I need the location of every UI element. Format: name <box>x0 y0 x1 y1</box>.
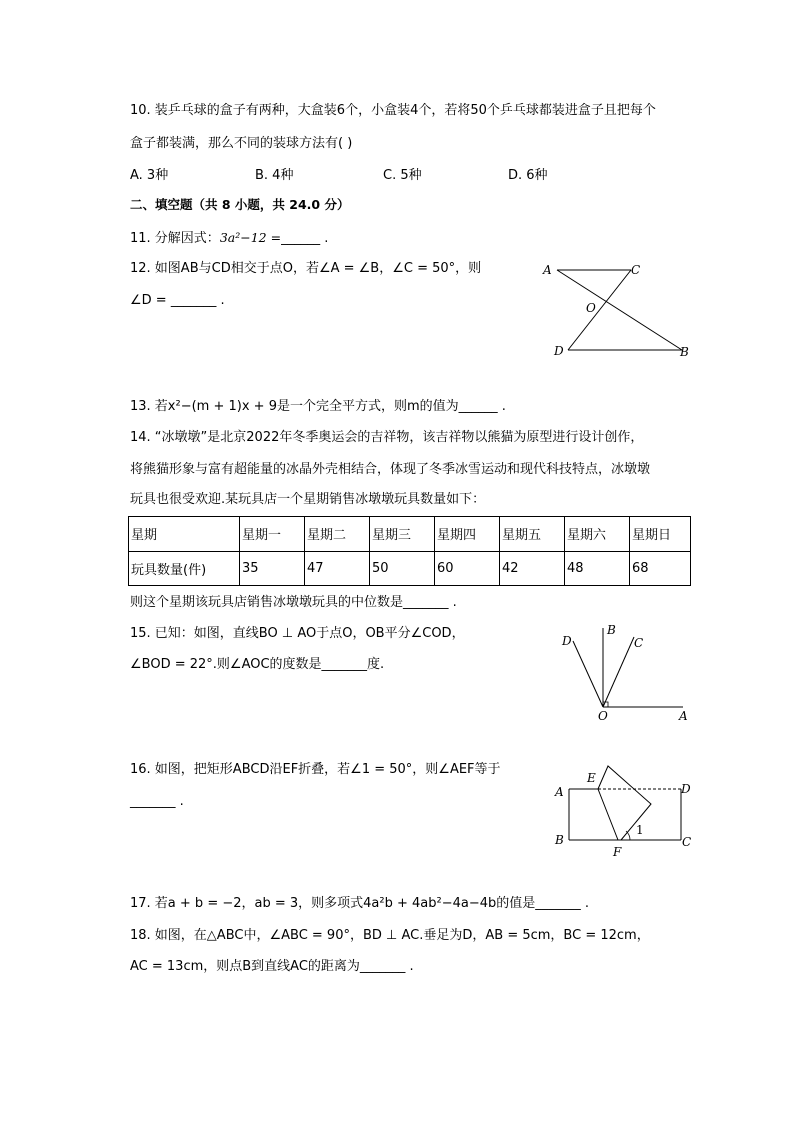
q14-line1: 14. “冰墩墩”是北京2022年冬季奥运会的吉祥物，该吉祥物以熊猫为原型进行设计创作， <box>130 430 644 445</box>
table-header-cell: 星期五 <box>500 517 565 552</box>
table-cell: 35 <box>240 551 305 586</box>
label-c: C <box>631 263 641 277</box>
q12-line2: ∠D = _______ . <box>130 293 225 308</box>
table-cell: 42 <box>500 551 565 586</box>
table-cell: 玩具数量(件) <box>129 551 240 586</box>
q18-line1: 18. 如图，在△ABC中，∠ABC = 90°，BD ⊥ AC.垂足为D，AB = 5cm，BC = 12cm， <box>130 928 650 943</box>
label-b: B <box>555 833 564 847</box>
q15-line2: ∠BOD = 22°.则∠AOC的度数是_______度. <box>130 657 385 672</box>
table-header-cell: 星期三 <box>370 517 435 552</box>
fold-line-ef <box>598 789 618 840</box>
q11 <box>130 229 328 248</box>
table-cell: 68 <box>630 551 691 586</box>
table-header-row <box>129 517 691 552</box>
label-o: O <box>586 301 596 315</box>
table-cell: 47 <box>305 551 370 586</box>
label-d: D <box>554 344 564 358</box>
label-b: B <box>680 345 689 359</box>
figure-q15 <box>555 620 695 725</box>
table-cell: 48 <box>565 551 630 586</box>
table-header-cell: 星期二 <box>305 517 370 552</box>
q13: 13. 若x²−(m + 1)x + 9是一个完全平方式，则m的值为______ . <box>130 399 506 414</box>
label-c: C <box>634 636 644 650</box>
q12-line1: 12. 如图AB与CD相交于点O，若∠A = ∠B，∠C = 50°，则 <box>130 261 482 276</box>
table-header-cell: 星期日 <box>630 517 691 552</box>
q17: 17. 若a + b = −2，ab = 3，则多项式4a²b + 4ab²−4a−4b的值是_______ . <box>130 896 590 911</box>
label-o: O <box>598 709 608 723</box>
q11-blank: ______ . <box>281 231 329 246</box>
q10-option-c: C. 5种 <box>383 168 422 183</box>
label-f: F <box>613 845 622 859</box>
ray-od <box>573 641 603 707</box>
ray-oc <box>603 637 634 707</box>
figure-q16 <box>550 760 700 865</box>
label-c: C <box>682 835 692 849</box>
q14-question: 则这个星期该玩具店销售冰墩墩玩具的中位数是_______ . <box>130 595 457 610</box>
label-d: D <box>562 634 572 648</box>
label-a: A <box>543 263 552 277</box>
segment-ab <box>557 270 682 350</box>
sales-table <box>128 516 691 586</box>
table-header-cell: 星期 <box>129 517 240 552</box>
q18-line2: AC = 13cm，则点B到直线AC的距离为_______ . <box>130 959 414 974</box>
q10-line2: 盒子都装满，那么不同的装球方法有( ) <box>130 136 353 151</box>
q16-line2: _______ . <box>130 794 184 809</box>
table-row <box>129 551 691 586</box>
label-a: A <box>555 785 564 799</box>
q10-option-a: A. 3种 <box>130 168 169 183</box>
table-cell: 60 <box>435 551 500 586</box>
q14-line2: 将熊猫形象与富有超能量的冰晶外壳相结合，体现了冬季冰雪运动和现代科技特点，冰墩墩 <box>130 462 651 477</box>
table-header-cell: 星期六 <box>565 517 630 552</box>
q14-line3: 玩具也很受欢迎.某玩具店一个星期销售冰墩墩玩具数量如下： <box>130 492 486 507</box>
q10-option-b: B. 4种 <box>255 168 294 183</box>
q10-line1: 10. 装乒乓球的盒子有两种，大盒装6个，小盒装4个，若将50个乒乓球都装进盒子且把每个 <box>130 103 656 118</box>
label-a: A <box>679 709 688 723</box>
label-d: D <box>681 782 691 796</box>
q10-option-d: D. 6种 <box>508 168 548 183</box>
label-b: B <box>607 623 616 637</box>
table-header-cell: 星期一 <box>240 517 305 552</box>
q11-math: 3a²−12 = <box>219 230 282 245</box>
table-cell: 50 <box>370 551 435 586</box>
segment-cd <box>568 270 631 350</box>
label-angle-1: 1 <box>636 823 644 837</box>
q15-line1: 15. 已知：如图，直线BO ⊥ AO于点O，OB平分∠COD， <box>130 626 465 641</box>
table-header-cell: 星期四 <box>435 517 500 552</box>
section-fill-in-heading: 二、填空题（共 8 小题，共 24.0 分） <box>130 197 350 212</box>
q16-line1: 16. 如图，把矩形ABCD沿EF折叠，若∠1 = 50°，则∠AEF等于 <box>130 762 501 777</box>
figure-q12 <box>540 260 700 360</box>
q11-text: 11. 分解因式： <box>130 231 220 246</box>
label-e: E <box>587 771 596 785</box>
